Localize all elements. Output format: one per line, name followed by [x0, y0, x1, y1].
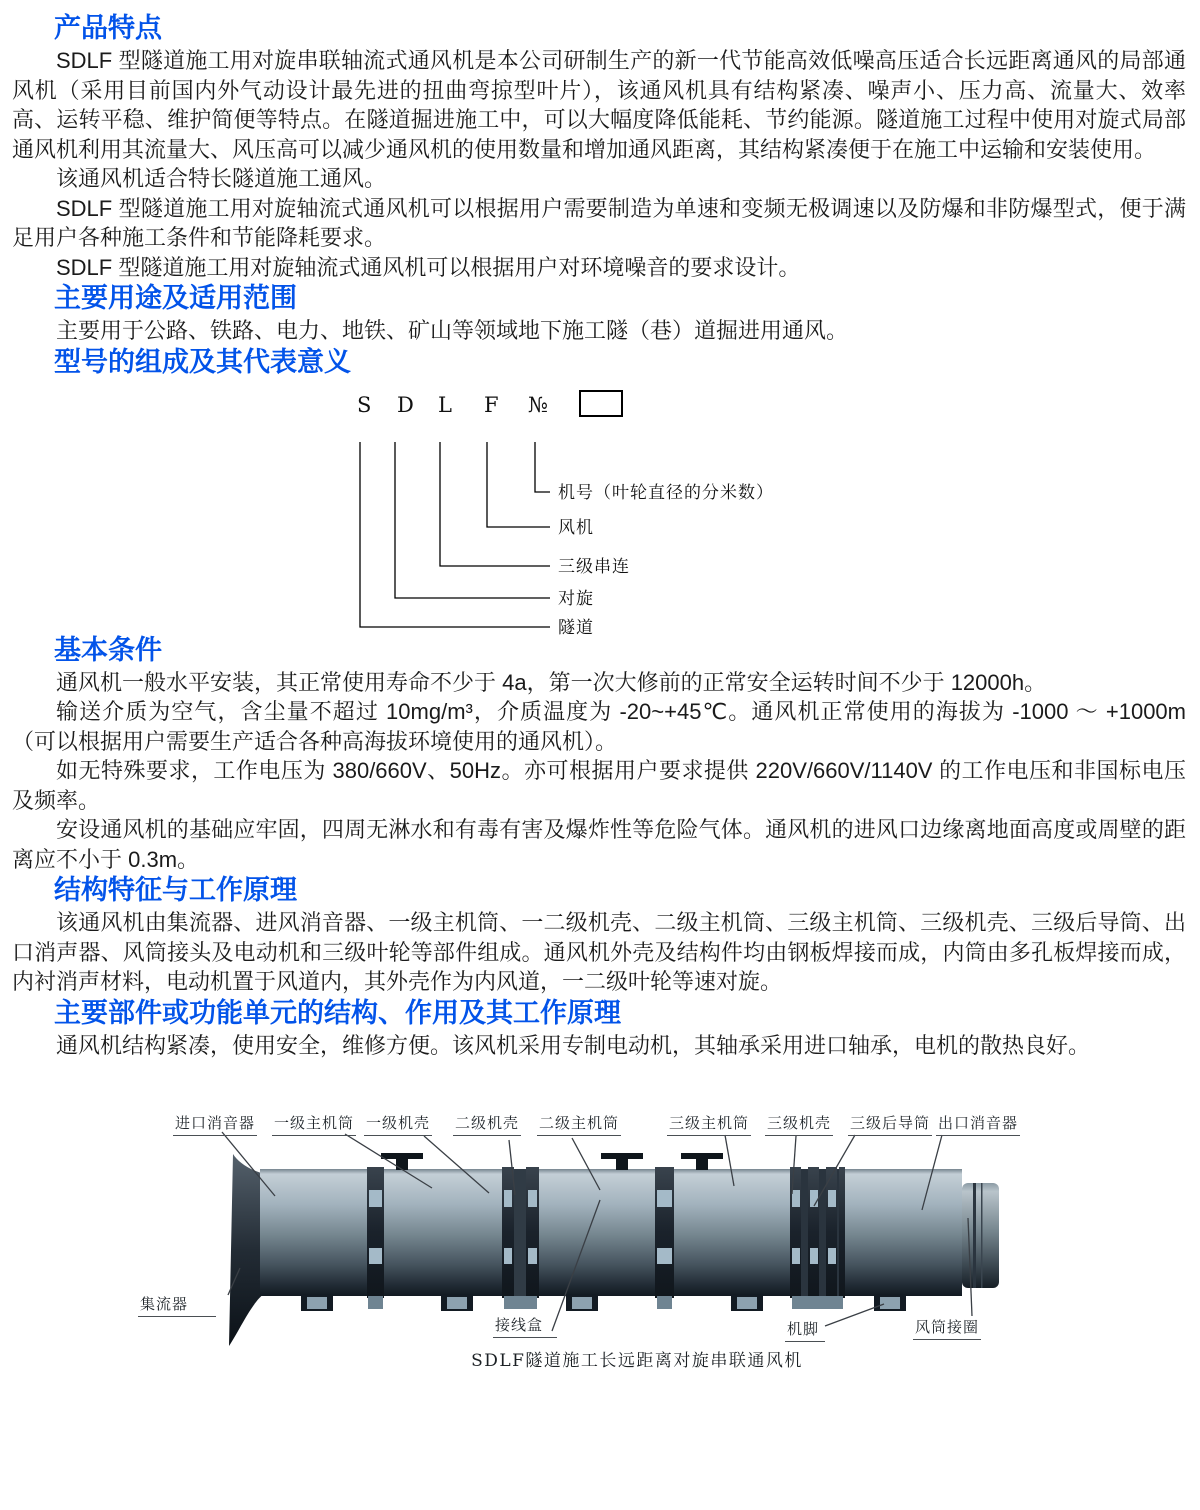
- stage3-segment: [674, 1169, 790, 1296]
- model-label: 三级串连: [558, 556, 630, 577]
- paragraph: SDLF 型隧道施工用对旋串联轴流式通风机是本公司研制生产的新一代节能高效低噪高压适合长远距离通风的局部通风机（采用目前国内外气动设计最先进的扭曲弯掠型叶片），该通风机具有结构紧凑、噪声小、压力高、流量大、效率高、运转平稳、维护简便等特点。在隧道掘进施工中，可以大幅度降低能耗、节约能源。隧道施工过程中使用对旋式局部通风机利用其流量大、风压高可以减少通风机的使用数量和增加通风距离，其结构紧凑便于在施工中运输和安装使用。: [12, 48, 1186, 162]
- paragraph: 通风机一般水平安装，其正常使用寿命不少于 4a，第一次大修前的正常安全运转时间不少于 12000h。: [56, 669, 1047, 695]
- paragraph: 如无特殊要求，工作电压为 380/660V、50Hz。亦可根据用户要求提供 220V/660V/1140V 的工作电压和非国标电压及频率。: [12, 758, 1186, 813]
- figure-label-collector: 集流器: [138, 1293, 216, 1317]
- model-leader-line: [360, 442, 550, 627]
- inlet-silencer-segment: [260, 1169, 367, 1296]
- section-heading-usage: 主要用途及适用范围: [54, 283, 297, 313]
- model-letter: D: [397, 392, 414, 417]
- figure-label-outlet-silencer: 出口消音器: [936, 1112, 1020, 1136]
- fan-illustration: [12, 1098, 1200, 1383]
- flange: [826, 1167, 837, 1298]
- model-label: 机号（叶轮直径的分米数）: [558, 482, 774, 503]
- figure-label-stage1-casing: 一级主机筒: [272, 1112, 356, 1136]
- model-leader-line: [487, 442, 550, 527]
- section-heading-structure: 结构特征与工作原理: [54, 875, 297, 905]
- figure-label-stage3-casing: 三级主机筒: [667, 1112, 751, 1136]
- flange: [790, 1167, 801, 1298]
- model-label: 隧道: [558, 617, 594, 638]
- paragraph: 该通风机适合特长隧道施工通风。: [56, 166, 387, 191]
- duct-ring-seam: [981, 1183, 983, 1288]
- stage2-segment: [539, 1169, 655, 1296]
- collector-bellmouth: [229, 1154, 264, 1346]
- paragraph: SDLF 型隧道施工用对旋轴流式通风机可以根据用户对环境噪音的要求设计。: [56, 254, 801, 280]
- figure-label-stage1-shell: 一级机壳: [364, 1112, 432, 1136]
- duct-ring: [962, 1183, 999, 1288]
- section-heading-conditions: 基本条件: [54, 634, 162, 665]
- fan-assembly-figure: [12, 1098, 1200, 1383]
- section-heading-components: 主要部件或功能单元的结构、作用及其工作原理: [54, 997, 621, 1028]
- model-number-box: [580, 391, 622, 416]
- model-leader-line: [535, 442, 550, 492]
- paragraph: 主要用于公路、铁路、电力、地铁、矿山等领域地下施工隧（巷）道掘进用通风。: [56, 318, 849, 343]
- model-leader-line: [395, 442, 550, 598]
- model-designation-diagram: [12, 382, 1186, 638]
- figure-label-duct-ring: 风筒接圈: [913, 1316, 981, 1340]
- model-letter: S: [357, 392, 372, 417]
- paragraph: SDLF 型隧道施工用对旋轴流式通风机可以根据用户需要制造为单速和变频无极调速以及防爆和非防爆型式，便于满足用户各种施工条件和节能降耗要求。: [12, 195, 1186, 250]
- model-letter: F: [484, 392, 499, 417]
- flange: [526, 1167, 539, 1298]
- figure-caption: SDLF隧道施工长远距离对旋串联通风机: [471, 1351, 803, 1371]
- paragraph: 安设通风机的基础应牢固，四周无淋水和有毒有害及爆炸性等危险气体。通风机的进风口边缘离地面高度或周壁的距离应不小于 0.3m。: [12, 817, 1186, 872]
- flange: [808, 1167, 819, 1298]
- figure-label-inlet-silencer: 进口消音器: [173, 1112, 257, 1136]
- flange: [502, 1167, 514, 1298]
- figure-label-stage2-shell: 二级机壳: [453, 1112, 521, 1136]
- duct-ring-seam: [973, 1183, 976, 1288]
- figure-label-stage3-shell: 三级机壳: [765, 1112, 833, 1136]
- section-heading-model: 型号的组成及其代表意义: [54, 346, 351, 377]
- flange: [655, 1167, 674, 1298]
- model-diagram-svg: [342, 382, 872, 638]
- figure-label-foot: 机脚: [785, 1318, 825, 1342]
- flange: [367, 1167, 384, 1298]
- flange: [839, 1167, 845, 1298]
- paragraph: 输送介质为空气，含尘量不超过 10mg/m³，介质温度为 -20~+45℃。通风机正常使用的海拔为 -1000 ～ +1000m（可以根据用户需要生产适合各种高海拔环境使用的通风机）。: [12, 699, 1186, 754]
- model-label: 对旋: [558, 588, 594, 609]
- model-label: 风机: [558, 517, 594, 538]
- figure-label-stage3-guide: 三级后导筒: [848, 1112, 932, 1136]
- model-leader-line: [440, 442, 550, 566]
- model-letter: №: [528, 392, 548, 417]
- paragraph: 通风机结构紧凑，使用安全，维修方便。该风机采用专制电动机，其轴承采用进口轴承，电机的散热良好。: [56, 1032, 1091, 1058]
- figure-label-stage2-casing: 二级主机筒: [537, 1112, 621, 1136]
- figure-label-junction-box: 接线盒: [493, 1314, 557, 1338]
- outlet-silencer-segment: [845, 1169, 962, 1296]
- section-heading-features: 产品特点: [54, 13, 162, 43]
- flange-gap: [514, 1169, 526, 1296]
- paragraph: 该通风机由集流器、进风消音器、一级主机筒、一二级机壳、二级主机筒、三级主机筒、三级机壳、三级后导筒、出口消声器、风筒接头及电动机和三级叶轮等部件组成。通风机外壳及结构件均由钢板焊接而成，内筒由多孔板焊接而成，内衬消声材料，电动机置于风道内，其外壳作为内风道，一二级叶轮等速对旋。: [12, 910, 1186, 994]
- model-letter: L: [438, 392, 452, 417]
- flange-lower-lugs: [368, 1296, 843, 1309]
